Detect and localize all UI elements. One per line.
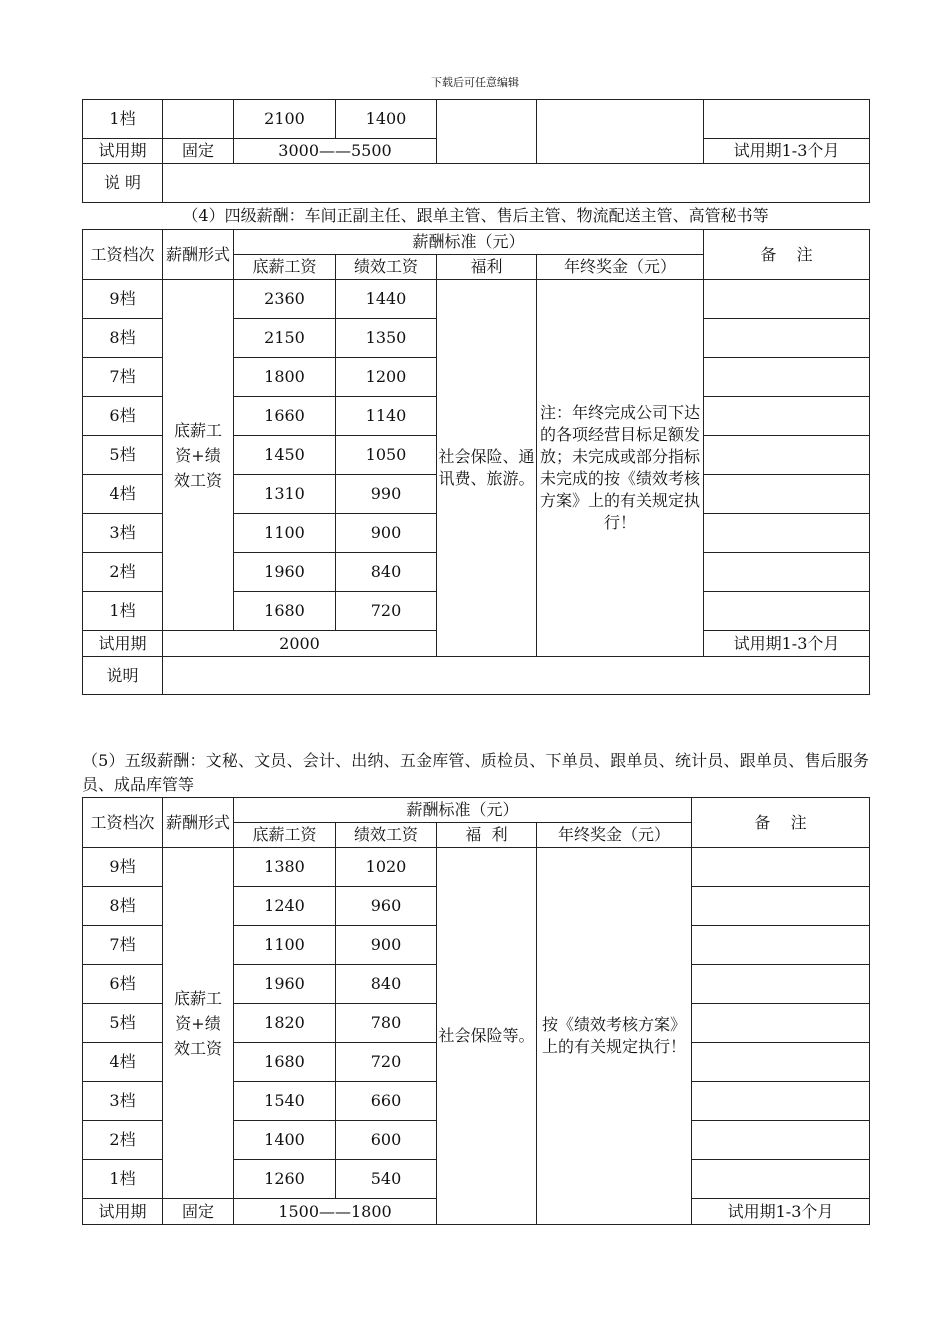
base-salary-cell: 2150 xyxy=(234,319,336,358)
form-value: 底薪工资+绩效工资 xyxy=(173,420,222,490)
welfare-cell xyxy=(437,100,537,164)
performance-salary-cell: 840 xyxy=(336,553,437,592)
performance-salary-cell: 780 xyxy=(336,1004,437,1043)
section4-title: （4）四级薪酬：车间正副主任、跟单主管、售后主管、物流配送主管、高管秘书等 xyxy=(182,206,769,225)
base-salary-cell: 1380 xyxy=(234,848,336,887)
salary-table-level4 xyxy=(82,229,870,695)
note-content xyxy=(163,164,870,203)
salary-table-top xyxy=(82,99,870,203)
header-form: 薪酬形式 xyxy=(163,230,234,280)
page-header: 下载后可任意编辑 xyxy=(431,76,519,89)
grade-cell: 7档 xyxy=(83,358,163,397)
remarks-cell xyxy=(704,280,870,319)
performance-salary-cell: 1440 xyxy=(336,280,437,319)
grade-cell: 6档 xyxy=(83,965,163,1004)
grade-cell: 3档 xyxy=(83,1082,163,1121)
remarks-cell xyxy=(692,965,870,1004)
trial-label: 试用期 xyxy=(83,631,163,657)
trial-value: 2000 xyxy=(163,631,437,657)
remarks-cell xyxy=(704,436,870,475)
performance-salary-cell: 900 xyxy=(336,514,437,553)
performance-salary-cell: 990 xyxy=(336,475,437,514)
bonus-cell xyxy=(537,100,704,164)
welfare-cell: 社会保险、通讯费、旅游。 xyxy=(437,280,537,657)
header-bonus: 年终奖金（元） xyxy=(537,823,692,848)
grade-cell: 7档 xyxy=(83,926,163,965)
header-grade: 工资档次 xyxy=(83,230,163,280)
performance-salary-cell: 660 xyxy=(336,1082,437,1121)
section5-title: （5）五级薪酬：文秘、文员、会计、出纳、五金库管、质检员、下单员、跟单员、统计员、跟单员、售后服务员、成品库管等 xyxy=(82,751,869,794)
header-perf: 绩效工资 xyxy=(336,255,437,280)
trial-note: 试用期1-3个月 xyxy=(692,1199,870,1225)
grade-cell: 9档 xyxy=(83,280,163,319)
header-base: 底薪工资 xyxy=(234,823,336,848)
performance-salary-cell: 1200 xyxy=(336,358,437,397)
grade-cell: 5档 xyxy=(83,436,163,475)
base-salary-cell: 1450 xyxy=(234,436,336,475)
header-base: 底薪工资 xyxy=(234,255,336,280)
performance-salary-cell: 1400 xyxy=(336,100,437,139)
remarks-cell xyxy=(692,887,870,926)
grade-cell: 1档 xyxy=(83,592,163,631)
base-salary-cell: 1310 xyxy=(234,475,336,514)
grade-cell: 8档 xyxy=(83,887,163,926)
performance-salary-cell: 900 xyxy=(336,926,437,965)
bonus-cell: 按《绩效考核方案》上的有关规定执行！ xyxy=(537,848,692,1225)
base-salary-cell: 1680 xyxy=(234,1043,336,1082)
remarks-cell xyxy=(692,926,870,965)
grade-cell: 6档 xyxy=(83,397,163,436)
trial-range: 3000——5500 xyxy=(234,139,437,164)
performance-salary-cell: 1140 xyxy=(336,397,437,436)
trial-form: 固定 xyxy=(163,139,234,164)
grade-cell: 1档 xyxy=(83,100,163,139)
performance-salary-cell: 720 xyxy=(336,1043,437,1082)
grade-cell: 9档 xyxy=(83,848,163,887)
remarks-cell xyxy=(692,1121,870,1160)
performance-salary-cell: 540 xyxy=(336,1160,437,1199)
remarks-cell xyxy=(704,475,870,514)
note-label: 说 明 xyxy=(83,164,163,203)
remarks-cell xyxy=(692,1043,870,1082)
bonus-cell: 注：年终完成公司下达的各项经营目标足额发放；未完成或部分指标未完成的按《绩效考核方案》上的有关规定执行！ xyxy=(537,280,704,657)
welfare-cell: 社会保险等。 xyxy=(437,848,537,1225)
remarks-cell xyxy=(704,358,870,397)
remarks-cell xyxy=(704,553,870,592)
table-header-row xyxy=(83,230,870,255)
base-salary-cell: 1800 xyxy=(234,358,336,397)
form-value: 底薪工资+绩效工资 xyxy=(173,988,222,1058)
form-cell xyxy=(163,100,234,139)
performance-salary-cell: 840 xyxy=(336,965,437,1004)
header-perf: 绩效工资 xyxy=(336,823,437,848)
form-cell xyxy=(163,280,234,631)
base-salary-cell: 1240 xyxy=(234,887,336,926)
performance-salary-cell: 1350 xyxy=(336,319,437,358)
trial-note: 试用期1-3个月 xyxy=(704,139,870,164)
remarks-cell xyxy=(692,1082,870,1121)
base-salary-cell: 1400 xyxy=(234,1121,336,1160)
table-row xyxy=(83,657,870,695)
trial-label: 试用期 xyxy=(83,1199,163,1225)
grade-cell: 2档 xyxy=(83,553,163,592)
base-salary-cell: 1540 xyxy=(234,1082,336,1121)
remarks-cell xyxy=(692,1160,870,1199)
header-bonus: 年终奖金（元） xyxy=(537,255,704,280)
header-standard: 薪酬标准（元） xyxy=(234,230,704,255)
grade-cell: 1档 xyxy=(83,1160,163,1199)
form-cell xyxy=(163,848,234,1199)
performance-salary-cell: 720 xyxy=(336,592,437,631)
trial-range: 1500——1800 xyxy=(234,1199,437,1225)
trial-note: 试用期1-3个月 xyxy=(704,631,870,657)
header-welfare: 福 利 xyxy=(437,823,537,848)
remarks-cell xyxy=(704,397,870,436)
note-content xyxy=(163,657,870,695)
grade-cell: 3档 xyxy=(83,514,163,553)
table-row xyxy=(83,280,870,319)
remarks-cell xyxy=(692,848,870,887)
grade-cell: 4档 xyxy=(83,475,163,514)
performance-salary-cell: 600 xyxy=(336,1121,437,1160)
base-salary-cell: 1960 xyxy=(234,965,336,1004)
performance-salary-cell: 960 xyxy=(336,887,437,926)
base-salary-cell: 1660 xyxy=(234,397,336,436)
header-remarks: 备 注 xyxy=(692,798,870,848)
base-salary-cell: 1100 xyxy=(234,926,336,965)
table-row xyxy=(83,848,870,887)
performance-salary-cell: 1050 xyxy=(336,436,437,475)
remarks-cell xyxy=(704,592,870,631)
header-standard: 薪酬标准（元） xyxy=(234,798,692,823)
base-salary-cell: 2360 xyxy=(234,280,336,319)
base-salary-cell: 1820 xyxy=(234,1004,336,1043)
remarks-cell xyxy=(704,514,870,553)
header-form: 薪酬形式 xyxy=(163,798,234,848)
table-header-row xyxy=(83,798,870,823)
trial-form: 固定 xyxy=(163,1199,234,1225)
base-salary-cell: 2100 xyxy=(234,100,336,139)
note-label: 说明 xyxy=(83,657,163,695)
trial-label: 试用期 xyxy=(83,139,163,164)
base-salary-cell: 1680 xyxy=(234,592,336,631)
base-salary-cell: 1260 xyxy=(234,1160,336,1199)
salary-table-level5 xyxy=(82,797,870,1225)
base-salary-cell: 1100 xyxy=(234,514,336,553)
performance-salary-cell: 1020 xyxy=(336,848,437,887)
grade-cell: 2档 xyxy=(83,1121,163,1160)
remarks-cell xyxy=(704,100,870,139)
grade-cell: 4档 xyxy=(83,1043,163,1082)
remarks-cell xyxy=(692,1004,870,1043)
remarks-cell xyxy=(704,319,870,358)
table-row xyxy=(83,164,870,203)
header-grade: 工资档次 xyxy=(83,798,163,848)
base-salary-cell: 1960 xyxy=(234,553,336,592)
grade-cell: 8档 xyxy=(83,319,163,358)
header-welfare: 福利 xyxy=(437,255,537,280)
grade-cell: 5档 xyxy=(83,1004,163,1043)
table-row xyxy=(83,100,870,139)
header-remarks: 备 注 xyxy=(704,230,870,280)
